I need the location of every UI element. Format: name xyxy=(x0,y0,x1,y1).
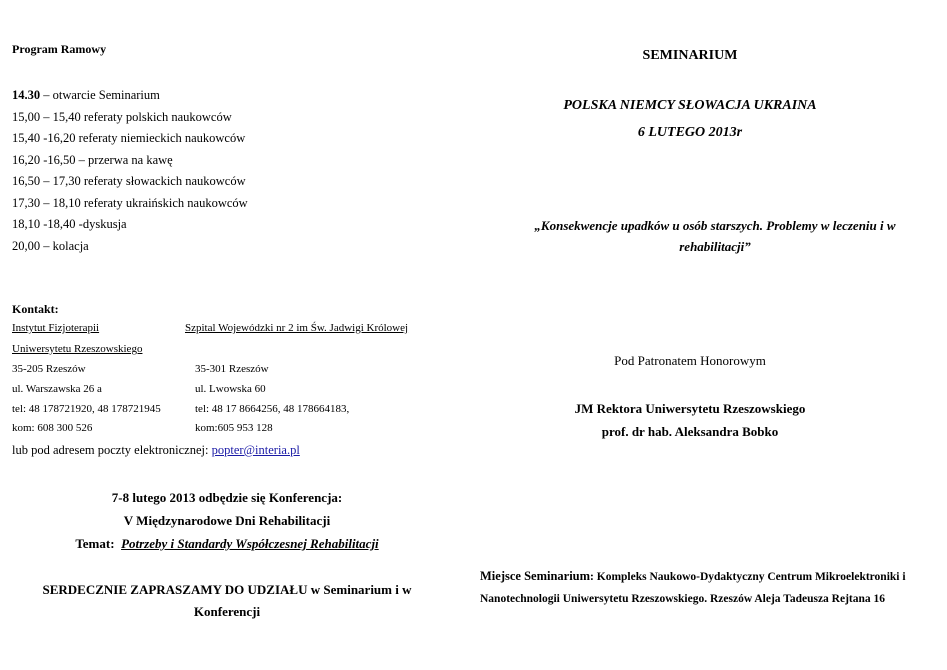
schedule-item xyxy=(12,193,248,215)
conference-topic: Potrzeby i Standardy Współczesnej Rehabilitacji xyxy=(121,536,379,551)
schedule-list xyxy=(12,85,248,257)
schedule-item xyxy=(12,150,248,172)
schedule-text: referaty słowackich naukowców xyxy=(80,174,246,188)
email-link[interactable]: popter@interia.pl xyxy=(211,443,300,457)
email-prefix: lub pod adresem poczty elektronicznej: xyxy=(12,443,209,457)
schedule-item xyxy=(12,171,248,193)
schedule-text: referaty niemieckich naukowców xyxy=(75,131,246,145)
schedule-time: 15,00 – 15,40 xyxy=(12,109,81,124)
institute-postal: 35-205 Rzeszów xyxy=(12,363,86,375)
invitation-rest: w Seminarium i w Konferencji xyxy=(193,582,412,619)
venue-text: : Kompleks Naukowo-Dydaktyczny Centrum Mikroelektroniki i Nanotechnologii Uniwersytetu Rzeszowskiego. Rzeszów Aleja Tadeusza Rejtana 16 xyxy=(480,571,906,605)
schedule-text: – kolacja xyxy=(40,238,89,253)
seminar-title: SEMINARIUM xyxy=(642,48,738,63)
institute-tel: tel: 48 178721920, 48 178721945 xyxy=(12,403,161,415)
patronage-label: Pod Patronatem Honorowym xyxy=(614,353,766,368)
venue xyxy=(480,566,910,610)
schedule-item xyxy=(12,107,248,129)
hospital-street: ul. Lwowska 60 xyxy=(195,383,266,395)
invitation xyxy=(12,579,442,623)
institute-kom: kom: 608 300 526 xyxy=(12,422,93,434)
hospital-tel: tel: 48 17 8664256, 48 178664183, xyxy=(195,403,350,415)
schedule-time: 16,50 – 17,30 xyxy=(12,174,81,188)
conference-line3 xyxy=(12,532,442,555)
contact-label: Kontakt: xyxy=(12,302,59,316)
conference-block xyxy=(12,486,442,555)
institute-street: ul. Warszawska 26 a xyxy=(12,383,102,395)
email-line xyxy=(12,443,300,458)
venue-label: Miejsce Seminarium xyxy=(480,569,591,583)
schedule-text: referaty ukraińskich naukowców xyxy=(80,195,248,210)
institute-name-line2: Uniwersytetu Rzeszowskiego xyxy=(12,343,143,355)
schedule-time: 14.30 xyxy=(12,88,41,102)
schedule-text: – otwarcie Seminarium xyxy=(40,88,160,102)
schedule-item xyxy=(12,236,248,258)
schedule-time: 17,30 – 18,10 xyxy=(12,195,81,210)
conference-line1: 7-8 lutego 2013 odbędzie się Konferencja: xyxy=(111,490,343,505)
schedule-item xyxy=(12,85,248,107)
patronage-line2: prof. dr hab. Aleksandra Bobko xyxy=(601,424,779,439)
conference-line2: V Międzynarodowe Dni Rehabilitacji xyxy=(123,513,331,528)
schedule-item xyxy=(12,214,248,236)
hospital-name: Szpital Wojewódzki nr 2 im Św. Jadwigi Królowej xyxy=(185,322,409,334)
invitation-bold: SERDECZNIE ZAPRASZAMY DO UDZIAŁU xyxy=(42,582,308,597)
hospital-kom: kom:605 953 128 xyxy=(195,422,273,434)
seminar-date: 6 LUTEGO 2013r xyxy=(637,125,743,140)
patronage-line1: JM Rektora Uniwersytetu Rzeszowskiego xyxy=(574,401,806,416)
institute-name-line1: Instytut Fizjoterapii xyxy=(12,322,100,334)
schedule-time: 20,00 xyxy=(12,238,41,253)
conference-topic-label: Temat: xyxy=(75,536,115,551)
program-title: Program Ramowy xyxy=(12,42,107,56)
seminar-topic: „Konsekwencje upadków u osób starszych. Problemy w leczeniu i w rehabilitacji” xyxy=(534,218,896,254)
schedule-time: 18,10 -18,40 xyxy=(12,217,76,231)
hospital-postal: 35-301 Rzeszów xyxy=(195,363,269,375)
schedule-text: referaty polskich naukowców xyxy=(80,109,232,124)
schedule-time: 16,20 -16,50 xyxy=(12,152,76,167)
seminar-countries: POLSKA NIEMCY SŁOWACJA UKRAINA xyxy=(563,98,817,113)
schedule-item xyxy=(12,128,248,150)
schedule-text: -dyskusja xyxy=(75,217,127,231)
schedule-text: – przerwa na kawę xyxy=(75,152,173,167)
schedule-time: 15,40 -16,20 xyxy=(12,131,76,145)
